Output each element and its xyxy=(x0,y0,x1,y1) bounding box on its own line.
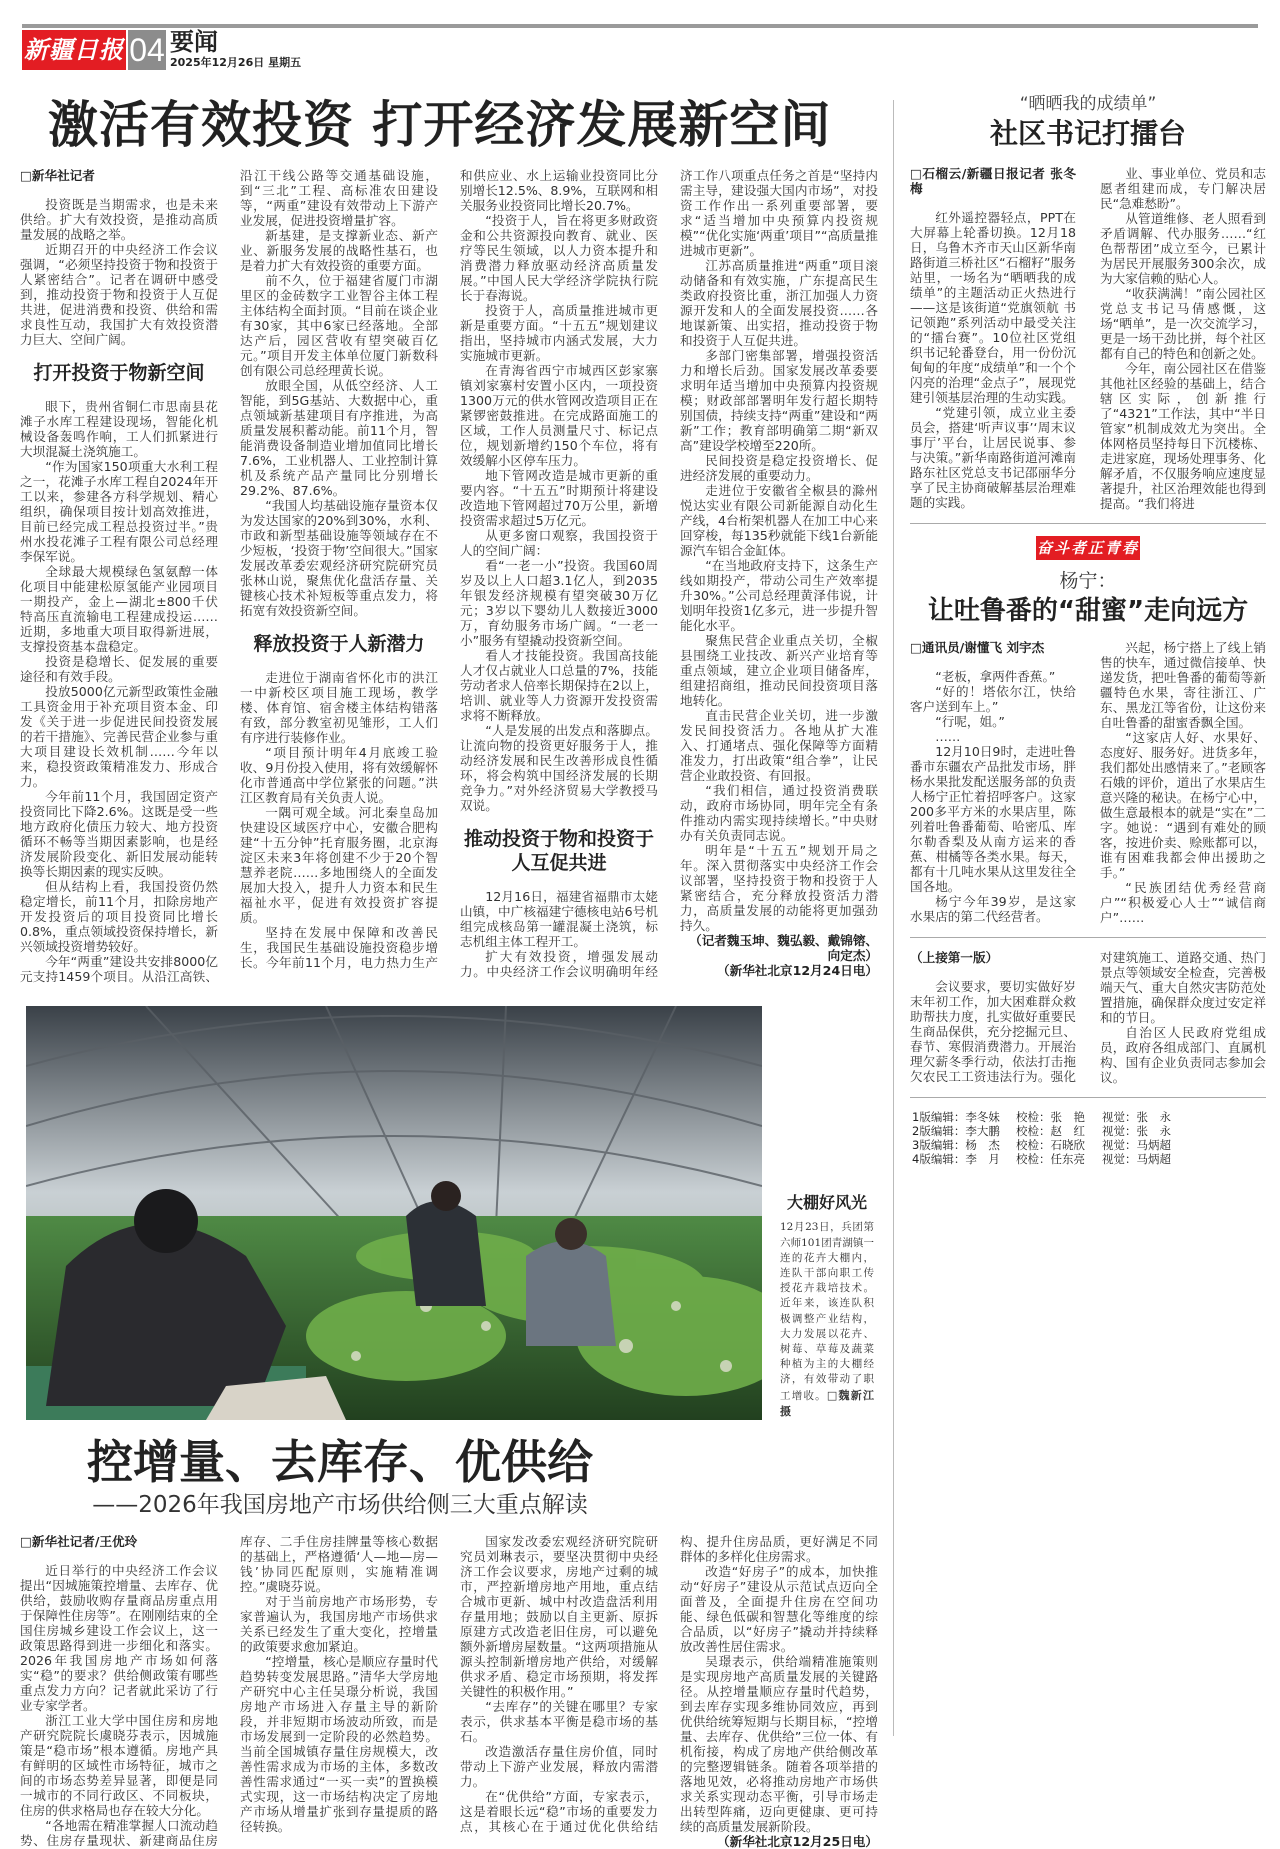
paragraph: “投资于人，旨在将更多财政资金和公共资源投向教育、就业、医疗等民生领域，以人力资本提升和消费潜力释放驱动经济高质量发展。”中国人民大学经济学院执行院长于春海说。 xyxy=(460,213,658,303)
paragraph: 自治区人民政府党组成员，政府各组成部门、直属机构、国有企业负责同志参加会议。 xyxy=(1100,1025,1266,1085)
paragraph: 投资既是当期需求，也是未来供给。扩大有效投资，是推动高质量发展的战略之举。 xyxy=(20,197,218,242)
paragraph: 在青海省西宁市城西区彭家寨镇刘家寨村安置小区内，一项投资1300万元的供水管网改造项目正在紧锣密鼓推进。在完成路面施工的区域，工作人员测量尺寸、标记点位，规划新增约150个车位，将有效缓解小区停车压力。 xyxy=(460,363,658,468)
editor-visual: 视觉：马炳超 xyxy=(1102,1138,1171,1152)
paragraph: 近日举行的中央经济工作会议提出“因城施策控增量、去库存、优供给，鼓励收购存量商品房重点用于保障性住房等”。在刚刚结束的全国住房城乡建设工作会议上，这一政策思路得到进一步细化和落实。2026年我国房地产市场如何落实“稳”的要求？供给侧政策有哪些重点发力方向？记者就此采访了行业专家学者。 xyxy=(20,1563,218,1713)
paragraph: 坚持在发展中保障和改善民生，我国民生基础设施投资稳步增长。今年前11个月，电力热力生产和供应业、水上运输业投资同比分别增长12.5%、8.9%，互联网和相关服务业投资同比增长20.7%。 xyxy=(240,168,658,970)
photo-credit: □魏新江摄 xyxy=(780,1388,874,1418)
paragraph: 但从结构上看，我国投资仍然稳定增长，前11个月，扣除房地产开发投资后的项目投资同比增长0.8%，重点领域投资保持增长，新兴领域投资增势较好。 xyxy=(20,879,218,954)
paragraph: 在“优供给”方面，专家表示，这是着眼长远“稳”市场的重要发力点，其核心在于通过优化供给结构、提升住房品质，更好满足不同群体的多样化住房需求。 xyxy=(460,1534,878,1834)
editor-page: 1版编辑：李冬妹 xyxy=(912,1110,1000,1124)
column-banner: 奋斗者正青春 xyxy=(1036,536,1140,560)
bottom-story-subheadline: ——2026年我国房地产市场供给侧三大重点解读 xyxy=(92,1492,588,1518)
editor-row xyxy=(912,1110,1266,1124)
byline: □通讯员/谢懂飞 刘宇杰 xyxy=(910,640,1045,655)
editor-visual: 视觉：张 永 xyxy=(1102,1110,1171,1124)
divider xyxy=(910,1097,1266,1098)
paragraph: 12月10日9时，走进吐鲁番市东疆农产品批发市场，胖杨水果批发配送服务部的负责人杨宁正忙着招呼客户。这家200多平方米的水果店里，陈列着吐鲁番葡萄、哈密瓜、库尔勒香梨及从南方运来的香蕉、柑橘等各类水果。每天，都有十几吨水果从这里发往全国各地。 xyxy=(910,744,1077,894)
paragraph: “老板，拿两件香蕉。” xyxy=(935,669,1056,684)
paragraph: 改造激活存量住房价值，同时带动上下游产业发展，释放内需潜力。 xyxy=(460,1744,658,1789)
paragraph: 看“一老一小”投资。我国60周岁及以上人口超3.1亿人，到2035年银发经济规模有望突破30万亿元；3岁以下婴幼儿人数接近3000万，育幼服务市场广阔。“一老一小”服务有望撬动投资新空间。 xyxy=(460,558,658,648)
paragraph: “党建引领，成立业主委员会，搭建‘听声议事’‘周末议事厅’平台，让居民说事、参与决策。”新华南路街道河滩南路东社区党总支书记邵丽华分享了民主协商破解基层治理难题的实践。 xyxy=(910,405,1076,510)
paragraph: 江苏高质量推进“两重”项目滚动储备和有效实施，广东提高民生类政府投资比重，浙江加强人力资源开发和人的全面发展投资……各地谋新策、出实招，推动投资于物和投资于人互促共进。 xyxy=(680,258,878,348)
paragraph: 前不久，位于福建省厦门市湖里区的金砖数字工业智谷主体工程主体结构全面封顶。“目前在谈企业有30家，其中6家已经落地。全部达产后，园区营收有望突破百亿元。”项目开发主体单位厦门新数科创有限公司总经理黄长说。 xyxy=(240,273,438,378)
right-area xyxy=(910,92,1266,1166)
editor-proof: 校检：张 艳 xyxy=(1016,1110,1085,1124)
subheading: 推动投资于物和投资于人互促共进 xyxy=(463,828,654,874)
paragraph: 地下管网改造是城市更新的重要内容。“十五五”时期预计将建设改造地下管网超过70万公里，新增投资需求超过5万亿元。 xyxy=(460,468,658,528)
profile-kicker: 杨宁： xyxy=(1059,570,1117,592)
paragraph: 杨宁今年39岁，是这家水果店的第二代经营者。 xyxy=(910,894,1076,924)
top-story-headline: 激活有效投资 打开经济发展新空间 xyxy=(48,96,832,154)
paragraph: “收获满满！”南公园社区党总支书记马倩感慨，这场“晒单”，是一次交流学习，更是一场干劲比拼，每个社区都有自己的特色和创新之处。 xyxy=(1100,286,1266,361)
right-story-body xyxy=(910,166,1266,511)
photo-illustration xyxy=(26,1006,762,1420)
editor-row xyxy=(912,1152,1266,1166)
paragraph: “行呢，姐。” xyxy=(935,714,1005,729)
editor-row xyxy=(912,1124,1266,1138)
paragraph: “好的！塔依尔江，快给客户送到车上。” xyxy=(910,684,1076,714)
bottom-story-body xyxy=(20,1534,878,1849)
editor-visual: 视觉：马炳超 xyxy=(1102,1152,1171,1166)
paragraph: “控增量，核心是顺应存量时代趋势转变发展思路。”清华大学房地产研究中心主任吴璟分析说，我国房地产市场进入存量主导的新阶段，并非短期市场波动所致，而是市场发展到一定阶段的必然趋势。当前全国城镇存量住房规模大，改善性需求成为市场的主体，多数改善性需求通过“一买一卖”的置换模式实现，这一市场结构决定了房地产市场从增量扩张到存量提质的路径转换。 xyxy=(240,1654,438,1834)
photo-caption-title: 大棚好风光 xyxy=(786,1193,867,1213)
paragraph: 改造“好房子”的成本，加快推动“好房子”建设从示范试点迈向全面普及，全面提升住房在空间功能、绿色低碳和智慧化等维度的综合品质，以“好房子”撬动并持续释放改善性居住需求。 xyxy=(680,1564,878,1654)
paragraph: …… xyxy=(935,729,961,744)
paragraph: 国家发改委宏观经济研究院研究员刘琳表示，要坚决贯彻中央经济工作会议要求，房地产过剩的城市，严控新增房地产用地，重点结合城市更新、城中村改造盘活利用存量用地；鼓励以自主更新、原拆原建方式改造老旧住房，可以避免额外新增房屋数量。“这两项措施从源头控制新增房地产供给，对缓解供求矛盾、稳定市场预期，将发挥关键性的积极作用。” xyxy=(460,1534,658,1699)
right-story-headline: 社区书记打擂台 xyxy=(989,117,1186,150)
paragraph: “我国人均基础设施存量资本仅为发达国家的20%到30%，水利、市政和新型基础设施等领域存在不少短板，‘投资于物’空间很大。”国家发展改革委宏观经济研究院研究员张林山说，聚焦优化盘活存量、关键核心技术补短板等重点发力，将拓宽有效投资新空间。 xyxy=(240,498,438,618)
editor-proof: 校检：石晓欣 xyxy=(1016,1138,1085,1152)
editor-page: 4版编辑：李 月 xyxy=(912,1152,1000,1166)
top-story-body xyxy=(20,168,878,984)
paragraph: 从管道维修、老人照看到矛盾调解、代办服务……“红色帮帮团”成立至今，已累计为居民开展服务300余次，成为大家信赖的贴心人。 xyxy=(1100,211,1266,286)
paragraph: 走进位于湖南省怀化市的洪江一中新校区项目施工现场，教学楼、体育馆、宿舍楼主体结构错落有致，部分教室初见雏形，工人们有序进行装修作业。 xyxy=(240,670,438,745)
paragraph: 放眼全国，从低空经济、人工智能，到5G基站、大数据中心，重点领域新基建项目有序推进，为高质量发展积蓄动能。前11个月，智能消费设备制造业增加值同比增长7.6%，工业机器人、工业控制计算机及系统产品产量同比分别增长29.2%、87.6%。 xyxy=(240,378,438,498)
date: 2025年12月26日 xyxy=(170,56,265,69)
subheading: 释放投资于人新潜力 xyxy=(253,633,425,655)
paragraph: 走进位于安徽省全椒县的滁州悦达实业有限公司新能源自动化生产线，4台桁架机器人在加工中心来回穿梭，每135秒就能下线1台新能源汽车铝合金缸体。 xyxy=(680,483,878,558)
paragraph: 从更多窗口观察，我国投资于人的空间广阔： xyxy=(460,528,658,558)
editor-proof: 校检：赵 红 xyxy=(1016,1124,1085,1138)
paragraph: 浙江工业大学中国住房和房地产研究院院长虞晓芬表示，因城施策是“稳市场”根本遵循。房地产具有鲜明的区域性市场特征，城市之间的市场态势差异显著，即便是同一城市的不同行政区、不同板块，住房的供求格局也存在较大分化。 xyxy=(20,1713,218,1818)
paragraph: 眼下，贵州省铜仁市思南县花滩子水库工程建设现场，智能化机械设备轰鸣作响，工人们抓紧进行大坝混凝土浇筑施工。 xyxy=(20,399,218,459)
paragraph: 近期召开的中央经济工作会议强调，“必须坚持投资于物和投资于人紧密结合”。记者在调研中感受到，推动投资于物和投资于人互促共进，促进消费和投资、供给和需求良性互动，我国扩大有效投资潜力巨大、空间广阔。 xyxy=(20,242,218,347)
paragraph: 会议要求，要切实做好岁末年初工作，加大困难群众救助帮扶力度，扎实做好重要民生商品保供，充分挖掘元旦、春节、寒假消费潜力。开展治理欠薪冬季行动，依法打击拖欠农民工工资违法行为。强化对建筑施工、道路交通、热门景点等领域安全检查，完善极端天气、重大自然灾害防范处置措施，确保群众度过安定祥和的节日。 xyxy=(910,950,1266,1084)
paragraph: 全球最大规模绿色氢氨醇一体化项目中能建松原氢能产业园项目一期投产，金上—湖北±800千伏特高压直流输电工程建成投运……近期，多地重大项目取得新进展，支撑投资基本盘稳定。 xyxy=(20,564,218,654)
paragraph: 今年前11个月，我国固定资产投资同比下降2.6%。这既是受一些地方政府化债压力较大、地方投资循环不畅等当期因素影响，也是经济发展阶段变化、新旧发展动能转换等长期因素的现实反映。 xyxy=(20,789,218,879)
paragraph: 投资于人，高质量推进城市更新是重要方面。“十五五”规划建议指出，坚持城市内涵式发展，大力实施城市更新。 xyxy=(460,303,658,363)
paragraph: 投资是稳增长、促发展的重要途径和有效手段。 xyxy=(20,654,218,684)
paragraph: “我们相信，通过投资消费联动，政府市场协同，明年完全有条件推动内需实现持续增长。”中央财办有关负责同志说。 xyxy=(680,783,878,843)
paragraph: “这家店人好、水果好、态度好、服务好。进货多年，我们都处出感情来了。”老顾客石娥的评价，道出了水果店生意兴隆的秘诀。在杨宁心中，做生意最根本的就是“实在”二字。她说：“遇到有难处的顾客，按进价卖、赊账都可以，谁有困难我都会伸出援助之手。” xyxy=(1100,730,1266,880)
editor-row xyxy=(912,1138,1266,1152)
right-story-kicker: “晒晒我的成绩单” xyxy=(1019,94,1157,114)
paragraph: 扩大有效投资，增强发展动力。中央经济工作会议明确明年经济工作八项重点任务之首是“坚持内需主导，建设强大国内市场”，对投资工作作出一系列重要部署，要求“适当增加中央预算内投资规模”“优化实施‘两重’项目”“高质量推进城市更新”。 xyxy=(460,168,878,979)
paragraph: “作为国家150项重大水利工程之一，花滩子水库工程自2024年开工以来，参建各方科学规划、精心组织，确保项目按计划高效推进，目前已经完成工程总投资过半。”贵州水投花滩子工程有限公司总经理李保军说。 xyxy=(20,459,218,564)
paragraph: 民间投资是稳定投资增长、促进经济发展的重要动力。 xyxy=(680,453,878,483)
column-divider xyxy=(893,100,894,1736)
page-number: 04 xyxy=(129,32,165,68)
profile-body xyxy=(910,640,1266,925)
paragraph: 直击民营企业关切，进一步激发民间投资活力。各地从扩大准入、打通堵点、强化保障等方面精准发力，打出政策“组合拳”，让民营企业敢投资、有回报。 xyxy=(680,708,878,783)
byline: □石榴云/新疆日报记者 张冬梅 xyxy=(910,166,1076,196)
editor-proof: 校检：任东亮 xyxy=(1016,1152,1085,1166)
photo-caption-block xyxy=(780,1192,874,1420)
byline: □新华社记者 xyxy=(20,168,95,183)
paragraph: 多部门密集部署，增强投资活力和增长后劲。国家发展改革委要求明年适当增加中央预算内投资规模；财政部部署明年发行超长期特别国债，持续支持“两重”建设和“两新”工作；教育部明确第二期“新双高”建设学校增至220所。 xyxy=(680,348,878,453)
divider xyxy=(910,523,1266,524)
continued-article xyxy=(910,950,1266,1085)
paragraph: 明年是“十五五”规划开局之年。深入贯彻落实中央经济工作会议部署，坚持投资于物和投资于人紧密结合，充分释放投资活力潜力，高质量发展的动能将更加强劲持久。 xyxy=(680,843,878,933)
section-name: 要闻 xyxy=(170,28,218,56)
paragraph: “民族团结优秀经营商户”“积极爱心人士”“诚信商户”…… xyxy=(1100,880,1266,925)
caption-text: 12月23日，兵团第六师101团青湖镇一连的花卉大棚内，连队干部向职工传授花卉栽培技术。近年来，该连队积极调整产业结构，大力发展以花卉、树莓、草莓及蔬菜种植为主的大棚经济，有效带动了职工增收。 xyxy=(780,1221,874,1402)
paragraph: 聚焦民营企业重点关切，全椒县围绕工业技改、新兴产业培育等重点领域，建立企业项目储备库，组建招商组，推动民间投资项目落地转化。 xyxy=(680,633,878,708)
paragraph: 今年“两重”建设共安排8000亿元支持1459个项目。从沿江高铁、沿江干线公路等交通基础设施，到“三北”工程、高标准农田建设等，“两重”建设有效带动上下游产业发展，促进投资增量扩容。 xyxy=(20,168,438,984)
paragraph: “各地需在精准掌握人口流动趋势、住房存量现状、新建商品住房库存、二手住房挂牌量等核心数据的基础上，严格遵循‘人—地—房—钱’协同匹配原则，实施精准调控。”虞晓芬说。 xyxy=(20,1534,438,1848)
paragraph: 12月16日，福建省福鼎市太姥山镇，中广核福建宁德核电站6号机组完成核岛第一罐混凝土浇筑，标志机组主体工程开工。 xyxy=(460,889,658,949)
paragraph: 对于当前房地产市场形势，专家普遍认为，我国房地产市场供求关系已经发生了重大变化，控增量的政策要求愈加紧迫。 xyxy=(240,1594,438,1654)
photo-caption xyxy=(780,1220,874,1420)
dateline: （新华社北京12月25日电） xyxy=(717,1834,878,1849)
byline: □新华社记者/王优玲 xyxy=(20,1534,138,1549)
paragraph: “人是发展的出发点和落脚点。让流向物的投资更好服务于人，推动经济发展和民生改善形成良性循环，将会构筑中国经济发展的长期竞争力。”对外经济贸易大学教授马双说。 xyxy=(460,723,658,813)
left-area xyxy=(20,94,878,1849)
profile-headline: 让吐鲁番的“甜蜜”走向远方 xyxy=(927,596,1249,626)
editor-credits xyxy=(910,1110,1266,1166)
editor-visual: 视觉：张 永 xyxy=(1102,1124,1171,1138)
paragraph: 一隅可观全域。河北秦皇岛加快建设区域医疗中心，安徽合肥构建“十五分钟”托育服务圈，北京海淀区未来3年将创建不少于20个智慧养老院……多地围绕人的全面发展加大投入，提升人力资本和民生福祉水平，促进有效投资扩容提质。 xyxy=(240,805,438,925)
paragraph: “项目预计明年4月底竣工验收、9月份投入使用，将有效缓解怀化市普通高中学位紧张的问题。”洪江区教育局有关负责人说。 xyxy=(240,745,438,805)
paragraph: 今年，南公园社区在借鉴其他社区经验的基础上，结合辖区实际，创新推行了“4321”工作法，其中“半日管家”机制成效尤为突出。全体网格员坚持每日下沉楼栋、走进家庭，现场处理事务、化解矛盾，不仅服务响应速度显著提升，社区治理效能也得到提高。“我们将进 xyxy=(1100,361,1266,511)
paragraph: “去库存”的关键在哪里？专家表示，供求基本平衡是稳市场的基石。 xyxy=(460,1699,658,1744)
paragraph: 业、事业单位、党员和志愿者组建而成，专门解决居民“急难愁盼”。 xyxy=(1100,166,1266,211)
dateline: （新华社北京12月24日电） xyxy=(717,963,878,978)
divider xyxy=(910,937,1266,938)
byline: （上接第一版） xyxy=(910,950,999,965)
weekday: 星期五 xyxy=(268,56,302,69)
photo-row xyxy=(20,1006,878,1420)
paragraph: 吴璟表示，供给端精准施策则是实现房地产高质量发展的关键路径。从控增量顺应存量时代趋势，到去库存实现多维协同效应，再到优供给统筹短期与长期目标，“控增量、去库存、优供给”三位一体、有机衔接，构成了房地产供给侧改革的完整逻辑链条。随着各项举措的落地见效，必将推动房地产市场供求关系实现动态平衡，引导市场走出转型阵痛，迈向更健康、更可持续的高质量发展新阶段。 xyxy=(680,1654,878,1834)
paragraph: 投放5000亿元新型政策性金融工具资金用于补充项目资本金、印发《关于进一步促进民间投资发展的若干措施》、完善民营企业参与重大项目建设长效机制……今年以来，稳投资政策精准发力、形成合力。 xyxy=(20,684,218,789)
paragraph: 红外遥控器轻点，PPT在大屏幕上轮番切换。12月18日，乌鲁木齐市天山区新华南路街道三桥社区“石榴籽”服务站里，一场名为“晒晒我的成绩单”的主题活动正火热进行——这是该街道“党旗领航 书记领跑”系列活动中最受关注的“擂台赛”。10位社区党组织书记轮番登台，用一份份沉甸甸的年度“成绩单”和一个个闪亮的治理“金点子”，展现党建引领基层治理的生动实践。 xyxy=(910,210,1076,405)
newspaper-logo: 新疆日报 xyxy=(22,30,126,70)
subheading: 打开投资于物新空间 xyxy=(33,362,205,384)
greenhouse-flower-photo xyxy=(26,1006,762,1420)
paragraph: “在当地政府支持下，这条生产线如期投产，带动公司生产效率提升30%。”公司总经理黄泽伟说，计划明年投资1亿多元，进一步提升智能化水平。 xyxy=(680,558,878,633)
dateline: （记者魏玉坤、魏弘毅、戴锦镕、向定杰） xyxy=(689,933,878,963)
issue-date xyxy=(170,56,301,70)
editor-page: 3版编辑：杨 杰 xyxy=(912,1138,1000,1152)
paragraph: 兴起，杨宁搭上了线上销售的快车，通过微信接单、快递发货，把吐鲁番的葡萄等新疆特色水果，寄往浙江、广东、黑龙江等省份，让这份来自吐鲁番的甜蜜香飘全国。 xyxy=(1100,640,1266,730)
bottom-story-headline: 控增量、去库存、优供给 xyxy=(87,1435,593,1489)
editor-page: 2版编辑：李大鹏 xyxy=(912,1124,1000,1138)
paragraph: 新基建，是支撑新业态、新产业、新服务发展的战略性基石，也是着力扩大有效投资的重要方面。 xyxy=(240,228,438,273)
paragraph: 看人才技能投资。我国高技能人才仅占就业人口总量的7%，技能劳动者求人倍率长期保持在2以上，培训、就业等人力资源开发投资需求将不断释放。 xyxy=(460,648,658,723)
